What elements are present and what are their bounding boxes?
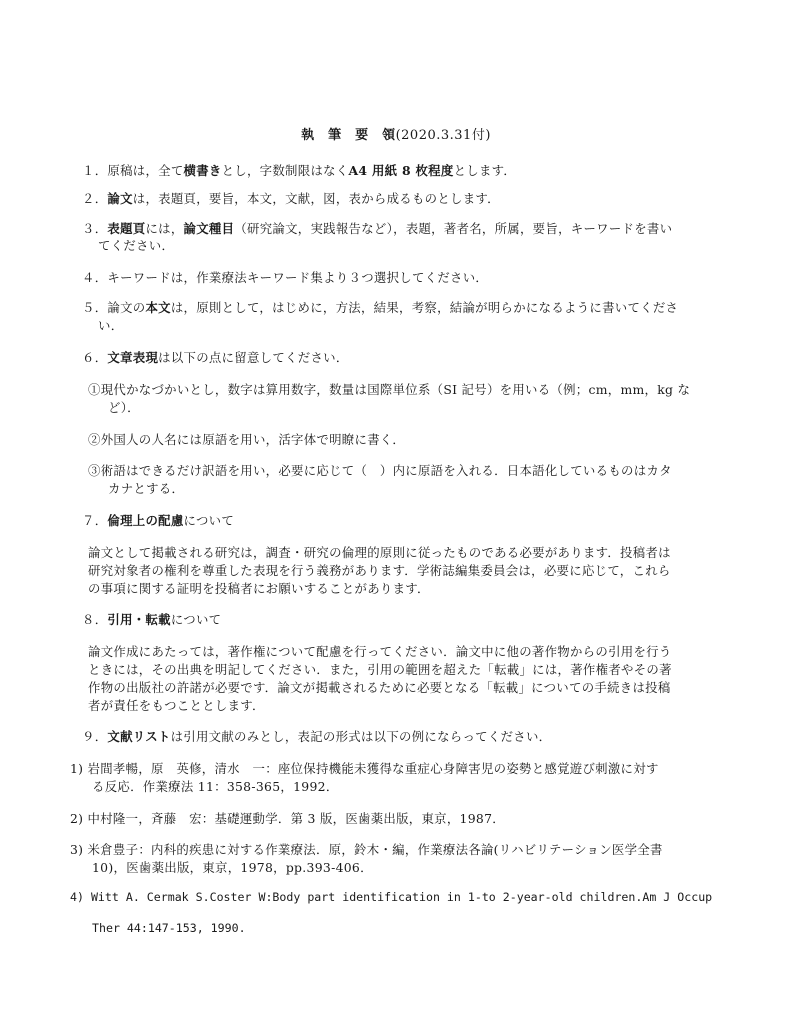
item-5-text: ５．論文の: [82, 300, 146, 315]
reference-1-line-2: る反応．作業療法 11：358-365，1992．: [92, 779, 339, 794]
item-3-text-2: （研究論文，実践報告など），表題，著者名，所属，要旨，キーワードを書い: [234, 221, 673, 236]
title-date: (2020.3.31付): [395, 128, 491, 143]
item-7: [82, 511, 234, 529]
item-6: [82, 348, 349, 366]
reference-4-line-2: Ther 44:147-153, 1990.: [92, 921, 246, 935]
item-6-text: は以下の点に留意してください．: [158, 350, 349, 365]
page-title: [0, 124, 792, 143]
item-7-paragraph-line-2: 研究対象者の権利を尊重した表現を行う義務があります．学術誌編集委員会は，必要に応じて，これら: [88, 563, 671, 578]
item-6-bold: 文章表現: [107, 350, 159, 365]
item-1-bold-pages: A4 用紙 8 枚程度: [348, 163, 454, 178]
sub-item-3: ③術語はできるだけ訳語を用い，必要に応じて（ ）内に原語を入れる．日本語化しているものはカタ: [88, 463, 672, 478]
item-2-bold: 論文: [107, 191, 133, 206]
item-1-text: １．原稿は，全て: [82, 163, 184, 178]
item-2: [82, 189, 500, 207]
item-1: [82, 161, 516, 179]
reference-1: 1) 岩間孝暢，原 英修，清水 一：座位保持機能未獲得な重症心身障害児の姿勢と感覚遊び刺激に対す: [70, 761, 659, 776]
item-9-text: は引用文献のみとし，表記の形式は以下の例にならってください．: [170, 729, 552, 744]
item-1-bold-horizontal: 横書き: [183, 163, 222, 178]
reference-3-line-2: 10)，医歯薬出版，東京，1978，pp.393-406．: [92, 860, 373, 875]
item-9: [82, 727, 551, 745]
item-9-bold: 文献リスト: [107, 729, 171, 744]
item-5-text-2: は，原則として，はじめに，方法，結果，考察，結論が明らかになるように書いてくださ: [170, 300, 679, 315]
item-3: [82, 219, 672, 237]
item-3-bold-type: 論文種目: [183, 221, 235, 236]
item-8-number: ８．: [82, 612, 108, 627]
title-main: 執 筆 要 領: [301, 128, 396, 143]
item-8-bold: 引用・転載: [107, 612, 171, 627]
item-7-bold: 倫理上の配慮: [107, 513, 184, 528]
item-2-text: は，表題頁，要旨，本文，文献，図，表から成るものとします．: [132, 191, 500, 206]
item-8-paragraph-line-2: ときには，その出典を明記してください．また，引用の範囲を超えた「転載」には，著作権者やその著: [88, 662, 672, 677]
item-3-text: には，: [145, 221, 184, 236]
item-5: [82, 298, 678, 316]
item-1-text-3: とします．: [453, 163, 517, 178]
item-1-text-2: とし，字数制限はなく: [221, 163, 349, 178]
item-5-bold: 本文: [145, 300, 171, 315]
item-7-paragraph-line-3: の事項に関する証明を投稿者にお願いすることがあります．: [88, 581, 430, 596]
reference-2: 2) 中村隆一，斉藤 宏：基礎運動学．第 3 版，医歯薬出版，東京，1987．: [70, 811, 505, 826]
item-2-number: ２．: [82, 191, 108, 206]
item-8-text: について: [170, 612, 222, 627]
item-7-paragraph-line-1: 論文として掲載される研究は，調査・研究の倫理的原則に従ったものである必要があります．投稿者は: [88, 545, 671, 560]
item-8-paragraph-line-1: 論文作成にあたっては，著作権について配慮を行ってください．論文中に他の著作物からの引用を行う: [88, 644, 672, 659]
item-6-number: ６．: [82, 350, 108, 365]
item-7-text: について: [183, 513, 235, 528]
item-3-number: ３．: [82, 221, 108, 236]
sub-item-1-line-2: ど）．: [108, 400, 140, 415]
reference-3: 3) 米倉豊子：内科的疾患に対する作業療法．原，鈴木・編，作業療法各論(リハビリテーション医学全書: [70, 842, 663, 857]
item-9-number: ９．: [82, 729, 108, 744]
sub-item-3-line-2: カナとする．: [108, 481, 185, 496]
sub-item-1: ①現代かなづかいとし，数字は算用数字，数量は国際単位系（SI 記号）を用いる（例；cm，mm，kg な: [88, 382, 691, 397]
sub-item-2: ②外国人の人名には原語を用い，活字体で明瞭に書く．: [88, 432, 406, 447]
item-8-paragraph-line-4: 者が責任をもつこととします．: [88, 698, 265, 713]
item-3-line-2: てください．: [98, 238, 175, 253]
reference-4: 4) Witt A. Cermak S.Coster W:Body part identification in 1-to 2-year-old children.Am J Occup: [70, 890, 713, 904]
item-4: ４．キーワードは，作業療法キーワード集より３つ選択してください．: [82, 270, 489, 285]
item-8: [82, 610, 221, 628]
item-3-bold-title-page: 表題頁: [107, 221, 146, 236]
item-7-number: ７．: [82, 513, 108, 528]
item-5-line-2: い．: [98, 318, 124, 333]
item-8-paragraph-line-3: 作物の出版社の許諾が必要です．論文が掲載されるために必要となる「転載」についての手続きは投稿: [88, 680, 671, 695]
